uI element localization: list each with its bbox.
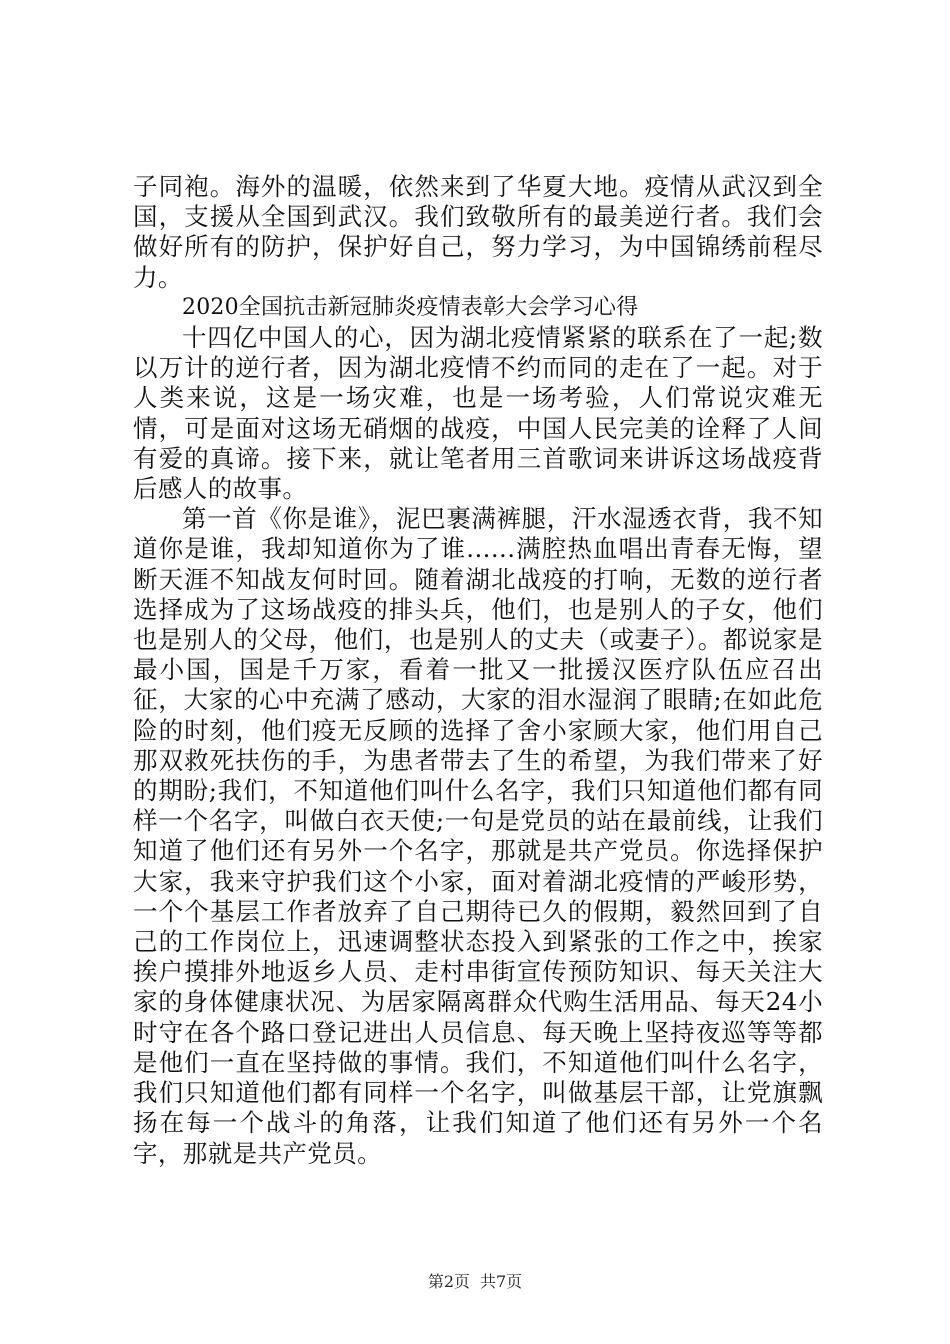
page-number: 第2页 [427,1272,470,1291]
section-heading: 2020全国抗击新冠肺炎疫情表彰大会学习心得 [182,294,639,320]
page-total: 共7页 [480,1272,523,1291]
page-footer [0,1272,950,1292]
paragraph-first-song: 第一首《你是谁》，泥巴裹满裤腿，汗水湿透衣背，我不知道你是谁，我却知道你为了谁......满腔热血唱出青春无悔，望断天涯不知战友何时回。随着湖北战疫的打响，无数的逆行者选择成为了这场战疫的排头兵，他们，也是别人的子女，他们也是别人的父母，他们，也是别人的丈夫（或妻子）。都说家是最小国，国是千万家，看着一批又一批援汉医疗队伍应召出征，大家的心中充满了感动，大家的泪水湿润了眼睛;在如此危险的时刻，他们疫无反顾的选择了舍小家顾大家，他们用自己那双救死扶伤的手，为患者带去了生的希望，为我们带来了好的期盼;我们，不知道他们叫什么名字，我们只知道他们都有同样一个名字，叫做白衣天使;一句是党员的站在最前线，让我们知道了他们还有另外一个名字，那就是共产党员。你选择保护大家，我来守护我们这个小家，面对着湖北疫情的严峻形势，一个个基层工作者放弃了自己期待已久的假期，毅然回到了自己的工作岗位上，迅速调整状态投入到紧张的工作之中，挨家挨户摸排外地返乡人员、走村串街宣传预防知识、每天关注大家的身体健康状况、为居家隔离群众代购生活用品、每天24小时守在各个路口登记进出人员信息、每天晚上坚持夜巡等等都是他们一直在坚持做的事情。我们，不知道他们叫什么名字，我们只知道他们都有同样一个名字，叫做基层干部，让党旗飘扬在每一个战斗的角落，让我们知道了他们还有另外一个名字，那就是共产党员。 [133,504,823,1168]
document-body [133,172,823,1169]
paragraph-intro: 十四亿中国人的心，因为湖北疫情紧紧的联系在了一起;数以万计的逆行者，因为湖北疫情不约而同的走在了一起。对于人类来说，这是一场灾难，也是一场考验，人们常说灾难无情，可是面对这场无硝烟的战疫，中国人民完美的诠释了人间有爱的真谛。接下来，就让笔者用三首歌词来讲诉这场战疫背后感人的故事。 [133,323,823,504]
paragraph-continuation: 子同袍。海外的温暖，依然来到了华夏大地。疫情从武汉到全国，支援从全国到武汉。我们致敬所有的最美逆行者。我们会做好所有的防护，保护好自己，努力学习，为中国锦绣前程尽力。 [133,172,823,292]
